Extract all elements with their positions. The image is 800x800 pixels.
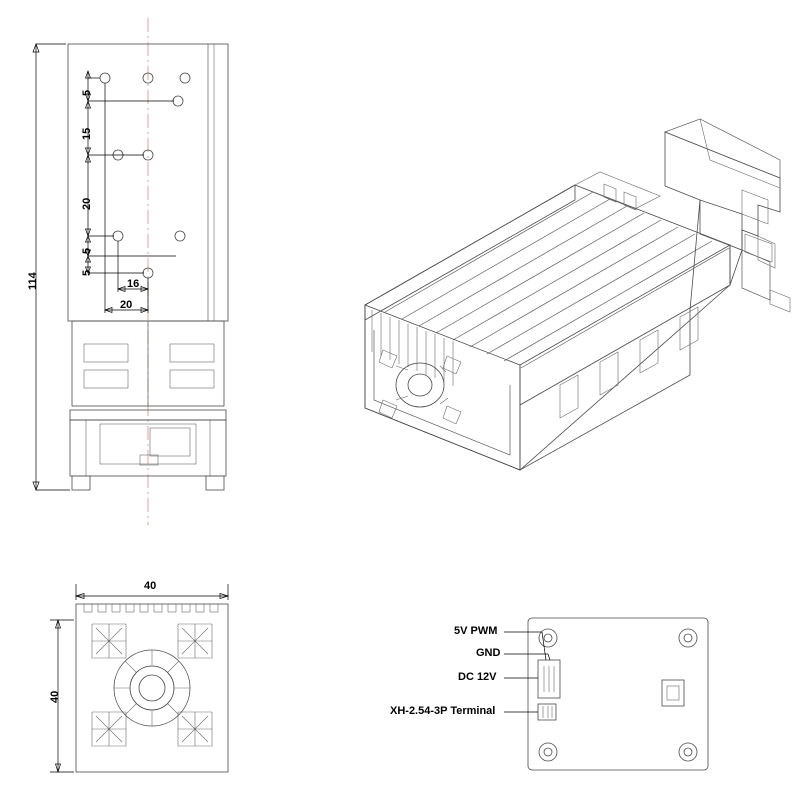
isometric-view (365, 119, 790, 470)
dim-hole-20: 20 (81, 197, 93, 210)
label-gnd: GND (476, 647, 501, 659)
dim-overall-height: 114 (27, 272, 39, 290)
dim-hole-15: 15 (81, 127, 93, 140)
label-xh-terminal: XH-2.54-3P Terminal (390, 705, 496, 717)
label-dc-12v: DC 12V (458, 671, 497, 683)
dim-width-16: 16 (127, 278, 140, 290)
dim-hole-5c: 5 (81, 269, 93, 276)
rear-view (504, 618, 708, 770)
dim-hole-5a: 5 (81, 89, 93, 96)
dim-width-20: 20 (120, 299, 133, 311)
top-view (50, 584, 228, 772)
dim-hole-5b: 5 (81, 247, 93, 254)
label-5v-pwm: 5V PWM (454, 625, 498, 637)
dim-top-width: 40 (144, 580, 157, 592)
dim-top-depth: 40 (49, 690, 61, 703)
front-view (33, 18, 228, 525)
